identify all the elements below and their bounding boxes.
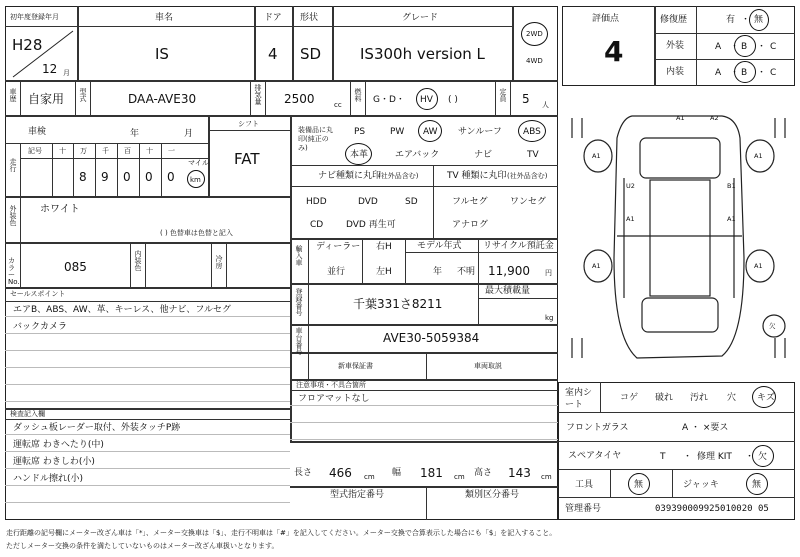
exterior-a: A <box>715 42 722 52</box>
jack-label: ジャッキ <box>683 480 719 490</box>
import-parallel: 並行 <box>327 267 346 277</box>
damage-missing: 欠 <box>769 322 776 330</box>
mgmt-value: 039390009925010020 05 <box>655 504 769 514</box>
ruled-line <box>5 502 290 503</box>
ruled-line <box>5 434 290 435</box>
exterior-dot1: ・ <box>730 42 740 52</box>
interior-a: A <box>715 68 722 78</box>
reg-no-value: 千葉331さ8211 <box>353 297 443 311</box>
jack-value: 無 <box>752 480 762 490</box>
spare-dot2: ・ <box>745 452 755 462</box>
height-unit: cm <box>541 473 552 481</box>
tools-label: 工具 <box>575 480 594 490</box>
ruled-line <box>290 405 558 406</box>
exterior-b: B <box>741 42 748 52</box>
grade-label: グレード <box>402 13 439 23</box>
seat-dirt: 汚れ <box>690 393 709 403</box>
text-line: フロアマットなし <box>298 394 370 404</box>
spare-kit: 修理 KIT <box>697 452 732 462</box>
use-label: 車歴 <box>9 88 17 102</box>
length-label: 長さ <box>294 468 313 478</box>
model-label: 型式 <box>79 88 87 102</box>
damage-a1-left-rear: A1 <box>592 262 601 270</box>
inspection-month-unit: 月 <box>184 129 194 139</box>
odo-digit: 9 <box>101 170 109 184</box>
repair-none: 無 <box>754 15 764 25</box>
shape-label: 形状 <box>300 13 319 23</box>
odo-digit: 0 <box>145 170 153 184</box>
car-front-glass <box>640 138 720 178</box>
mileage-label: 走行 <box>9 158 17 172</box>
glass-label: フロントガラス <box>566 423 629 433</box>
ruled-line <box>5 401 290 402</box>
nav-sd: SD <box>405 197 418 207</box>
odo-divider <box>73 143 74 196</box>
repair-label: 修復歴 <box>660 15 688 25</box>
model-year-unknown: 不明 <box>457 267 476 277</box>
color-note: ( ) 色替車は色替と記入 <box>160 229 233 237</box>
text-line: ダッシュ板レーダー取付、外装タッチP跡 <box>13 423 181 433</box>
ruled-line <box>5 485 290 486</box>
model-year-unit: 年 <box>433 267 443 277</box>
damage-a1-left: A1 <box>626 215 635 223</box>
nav-type-label: ナビ種類に丸印 <box>318 171 382 181</box>
recycle-unit: 円 <box>545 269 552 277</box>
seat-scratch: キズ <box>757 393 775 403</box>
interior-label: 内装 <box>666 67 685 77</box>
equip-navi: ナビ <box>474 150 493 160</box>
width-unit: cm <box>454 473 465 481</box>
door-count: 4 <box>268 45 278 63</box>
equip-pw: PW <box>390 127 405 137</box>
class-no-label: 類別区分番号 <box>465 490 520 500</box>
footer-line1: 走行距離の記号欄にメーター改ざん車は「*」、メーター交換車は「$」、走行不明車は「#」を記入してください。メーター交換で合算表示した場合にも「$」を記入すること。 <box>6 529 557 537</box>
import-dealer: ディーラー <box>316 242 361 252</box>
displacement-label: 排気量 <box>254 84 262 105</box>
interior-color-label: 内装色 <box>134 250 142 271</box>
notes-label: 注意事項・不具合箇所 <box>296 381 366 389</box>
warranty-new: 新車保証書 <box>338 362 373 370</box>
inspection-label: 車検 <box>28 127 47 137</box>
shift-label: シフト <box>238 120 259 128</box>
fuel-selected: HV <box>420 95 433 105</box>
equip-label: 装備品に丸印(純正のみ) <box>298 126 333 153</box>
ruled-line <box>5 384 290 385</box>
interior-c: C <box>770 68 777 78</box>
mile-label: マイル <box>188 159 209 167</box>
odo-digit: 8 <box>79 170 87 184</box>
damage-b1: B1 <box>727 182 736 190</box>
height-label: 高さ <box>474 468 493 478</box>
ruled-line <box>5 451 290 452</box>
odo-divider <box>161 143 162 196</box>
damage-a1-front: A1 <box>676 114 685 122</box>
odo-divider <box>52 143 53 196</box>
spare-label: スペアタイヤ <box>568 451 622 461</box>
chassis-value: AVE30-5059384 <box>383 331 480 345</box>
ruled-line <box>5 333 290 334</box>
spare-dot1: ・ <box>683 452 693 462</box>
seat-tear: 破れ <box>655 393 674 403</box>
text-line: ハンドル擦れ(小) <box>13 474 84 484</box>
cooler-label: 冷房 <box>215 255 223 269</box>
tv-type-note: (社外品含む) <box>507 172 548 180</box>
equip-abs: ABS <box>523 127 541 137</box>
capacity-label: 定員 <box>499 88 507 102</box>
import-label: 輸入車 <box>295 245 303 266</box>
width-label: 幅 <box>392 468 402 478</box>
height-value: 143 <box>508 466 531 480</box>
interior-dot2: ・ <box>757 68 767 78</box>
grade-value: IS300h version L <box>360 45 485 63</box>
interior-b: B <box>741 68 748 78</box>
first-reg-label: 初年度登録年月 <box>10 13 59 21</box>
repair-yes: 有 <box>726 15 736 25</box>
ruled-line <box>5 316 290 317</box>
nav-dvd-play: DVD 再生可 <box>346 220 396 230</box>
length-value: 466 <box>329 466 352 480</box>
tv-oneseg: ワンセグ <box>510 197 547 207</box>
footer-line2: ただしメーター交換の条件を満たしていないものはメーター改ざん車扱いとなります。 <box>6 542 279 550</box>
import-left-h: 左H <box>376 267 392 277</box>
tv-analog: アナログ <box>452 220 489 230</box>
equip-leather: 本革 <box>350 150 369 160</box>
odo-header: 百 <box>124 147 131 155</box>
length-unit: cm <box>364 473 375 481</box>
equip-sunroof: サンルーフ <box>458 127 502 137</box>
ruled-line <box>5 468 290 469</box>
width-value: 181 <box>420 466 443 480</box>
equip-ps: PS <box>354 127 366 137</box>
first-reg-month-unit: 月 <box>63 69 70 77</box>
odo-divider <box>117 143 118 196</box>
color-value: ホワイト <box>40 204 80 215</box>
color-no-label: カラーNo. <box>8 257 20 286</box>
tv-type-label: TV 種類に丸印 <box>447 171 507 181</box>
displacement-value: 2500 <box>284 92 315 106</box>
fuel-options: G・D・ <box>373 95 405 105</box>
car-body-outline <box>614 116 744 358</box>
capacity-value: 5 <box>522 92 530 106</box>
model-year-label: モデル年式 <box>417 241 462 251</box>
tools-value: 無 <box>634 480 644 490</box>
tv-fullseg: フルセグ <box>452 197 488 207</box>
text-line: バックカメラ <box>13 322 68 332</box>
seat-burn: コゲ <box>620 393 639 403</box>
capacity-unit: 人 <box>542 101 549 109</box>
recycle-value: 11,900 <box>488 264 530 278</box>
ruled-line <box>290 439 558 440</box>
damage-u2: U2 <box>626 182 635 190</box>
score-label: 評価点 <box>592 14 620 24</box>
recycle-label: リサイクル預託金 <box>483 241 554 251</box>
damage-a1-right: A1 <box>727 215 736 223</box>
car-name: IS <box>155 45 169 63</box>
ruled-line <box>290 422 558 423</box>
max-load-label: 最大積載量 <box>485 286 531 296</box>
nav-type-note: (社外品含む) <box>378 172 419 180</box>
inspection-year-unit: 年 <box>130 129 140 139</box>
equip-aw: AW <box>423 127 438 137</box>
first-reg-year: H28 <box>12 36 43 54</box>
use-value: 自家用 <box>28 92 65 106</box>
import-right-h: 右H <box>376 242 392 252</box>
shift-value: FAT <box>234 150 260 168</box>
km-label: km <box>190 176 201 184</box>
drive-2wd: 2WD <box>526 30 543 38</box>
car-roof <box>650 180 710 296</box>
equip-airbag: エアバック <box>395 150 440 160</box>
odo-header: 十 <box>59 147 66 155</box>
inspector-label: 検査記入欄 <box>10 410 45 418</box>
warranty-manual: 車両取説 <box>474 362 502 370</box>
text-line: 運転席 わきしわ(小) <box>13 457 95 467</box>
odo-digit: 0 <box>123 170 131 184</box>
interior-dot1: ・ <box>730 68 740 78</box>
repair-dot: ・ <box>741 15 751 25</box>
seat-hole: 穴 <box>727 393 737 403</box>
spare-t: T <box>660 452 666 462</box>
exterior-c: C <box>770 42 777 52</box>
reg-no-label: 登録番号 <box>295 288 303 316</box>
model-value: DAA-AVE30 <box>128 92 197 106</box>
car-name-label: 車名 <box>155 13 174 23</box>
odo-header: 十 <box>146 147 153 155</box>
fuel-other: ( ) <box>448 95 458 105</box>
ruled-line <box>5 350 290 351</box>
seat-label: 室内シート <box>565 388 593 410</box>
odo-header: 記号 <box>28 147 42 155</box>
max-load-unit: kg <box>545 314 554 322</box>
odo-header: 一 <box>168 147 175 155</box>
damage-a1-right-front: A1 <box>754 152 763 160</box>
car-rear-glass <box>642 298 718 332</box>
door-label: ドア <box>264 13 282 23</box>
drive-4wd: 4WD <box>526 57 543 65</box>
odo-divider <box>139 143 140 196</box>
chassis-label: 車台番号 <box>295 327 303 355</box>
type-no-label: 型式指定番号 <box>330 490 385 500</box>
glass-value: A ・ ×要ス <box>682 423 729 433</box>
shape-value: SD <box>300 45 322 63</box>
nav-cd: CD <box>310 220 324 230</box>
damage-a1-right-rear: A1 <box>754 262 763 270</box>
nav-hdd: HDD <box>306 197 327 207</box>
ruled-line <box>5 367 290 368</box>
color-no-value: 085 <box>64 260 87 274</box>
sales-label: セールスポイント <box>10 290 66 298</box>
car-damage-diagram <box>562 108 795 376</box>
spare-missing: 欠 <box>758 452 768 462</box>
odo-divider <box>95 143 96 196</box>
score-value: 4 <box>604 35 624 68</box>
damage-a1-left-front: A1 <box>592 152 601 160</box>
equip-tv: TV <box>527 150 539 160</box>
text-line: 運転席 わきへたり(中) <box>13 440 104 450</box>
fuel-label: 燃料 <box>354 88 362 102</box>
text-line: エアB、ABS、AW、革、キーレス、他ナビ、フルセグ <box>13 305 231 315</box>
exterior-label: 外装 <box>666 41 685 51</box>
first-reg-month: 12 <box>42 62 58 76</box>
odo-header: 千 <box>102 147 109 155</box>
damage-a2-front: A2 <box>710 114 719 122</box>
displacement-unit: cc <box>334 101 342 109</box>
color-label: 外装色 <box>9 205 17 226</box>
odo-header: 万 <box>80 147 87 155</box>
odo-digit: 0 <box>167 170 175 184</box>
exterior-dot2: ・ <box>757 42 767 52</box>
mgmt-label: 管理番号 <box>565 504 602 514</box>
nav-dvd: DVD <box>358 197 378 207</box>
